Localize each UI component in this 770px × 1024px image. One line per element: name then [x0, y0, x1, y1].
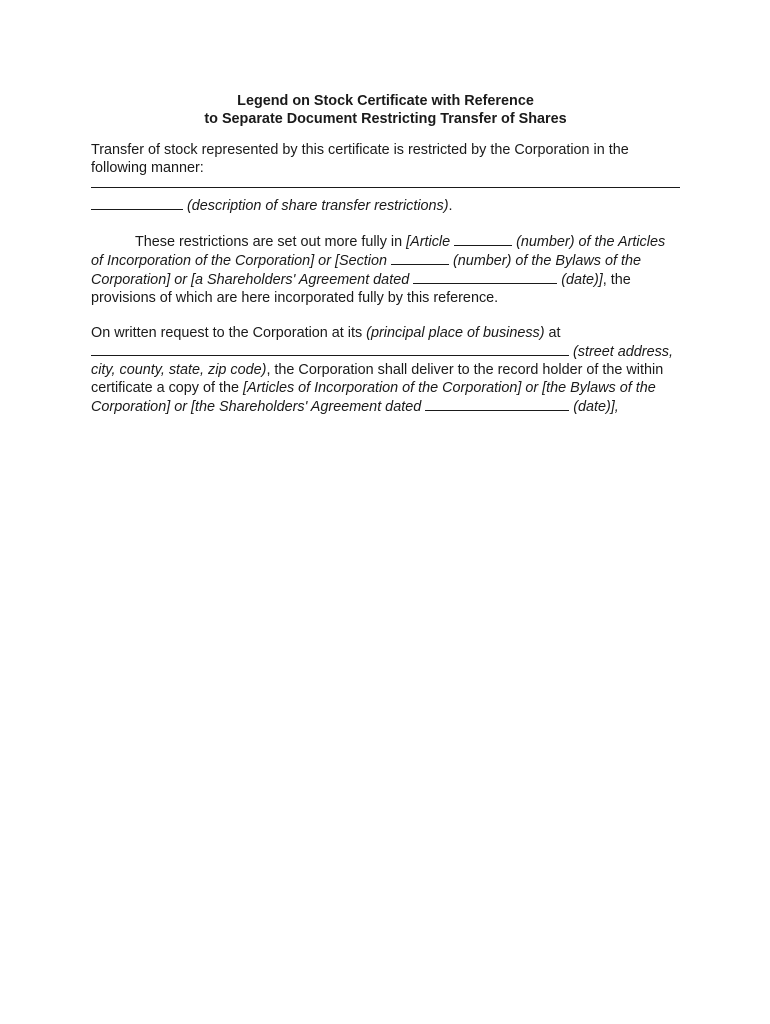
paragraph-3-at: at [544, 325, 561, 341]
blank-line-full [91, 177, 680, 188]
paragraph-3-address-placeholder: (street address, city, county, state, zip code) [91, 344, 673, 378]
paragraph-2-text-1: These restrictions are set out more fully in [135, 234, 407, 250]
paragraph-2-date: (date)] [561, 272, 603, 288]
paragraph-2-bylaws-agreement: (number) of the Bylaws of the Corporation] or [a Shareholders' Agreement dated [91, 253, 641, 288]
paragraph-3-documents: [Articles of Incorporation of the Corporation] or [the Bylaws of the Corporation] or [the Shareholders' Agreement dated [91, 380, 656, 415]
blank-section-number [391, 251, 449, 265]
paragraph-2-articles-section: (number) of the Articles of Incorporation of the Corporation] or [Section [91, 234, 666, 269]
paragraph-3-text-2: , the Corporation shall deliver to the record holder of the within certificate a copy of the [91, 362, 664, 396]
blank-street-address [91, 342, 569, 356]
blank-article-number [454, 232, 512, 246]
blank-agreement-date [413, 270, 557, 284]
paragraph-3-place: (principal place of business) [366, 325, 545, 341]
document-title [91, 92, 680, 128]
blank-description [91, 196, 183, 210]
paragraph-1-end: . [448, 198, 453, 214]
paragraph-2-text-end: , the provisions of which are here incorporated fully by this reference. [91, 272, 631, 306]
paragraph-3-date: (date)], [573, 399, 619, 415]
paragraph-1-text: Transfer of stock represented by this certificate is restricted by the Corporation in the following manner: [91, 142, 629, 176]
paragraph-1-blank-line [91, 196, 680, 215]
blank-final-date [425, 397, 569, 411]
title-line-1: Legend on Stock Certificate with Reference [237, 93, 534, 109]
paragraph-restrictions [91, 232, 680, 307]
paragraph-written-request [91, 324, 680, 416]
description-placeholder: (description of share transfer restrictions) [187, 198, 449, 214]
paragraph-2-article: [Article [406, 234, 451, 250]
paragraph-transfer-restriction [91, 141, 680, 215]
title-line-2: to Separate Document Restricting Transfer of Shares [204, 111, 567, 127]
paragraph-3-text-1: On written request to the Corporation at its [91, 325, 367, 341]
